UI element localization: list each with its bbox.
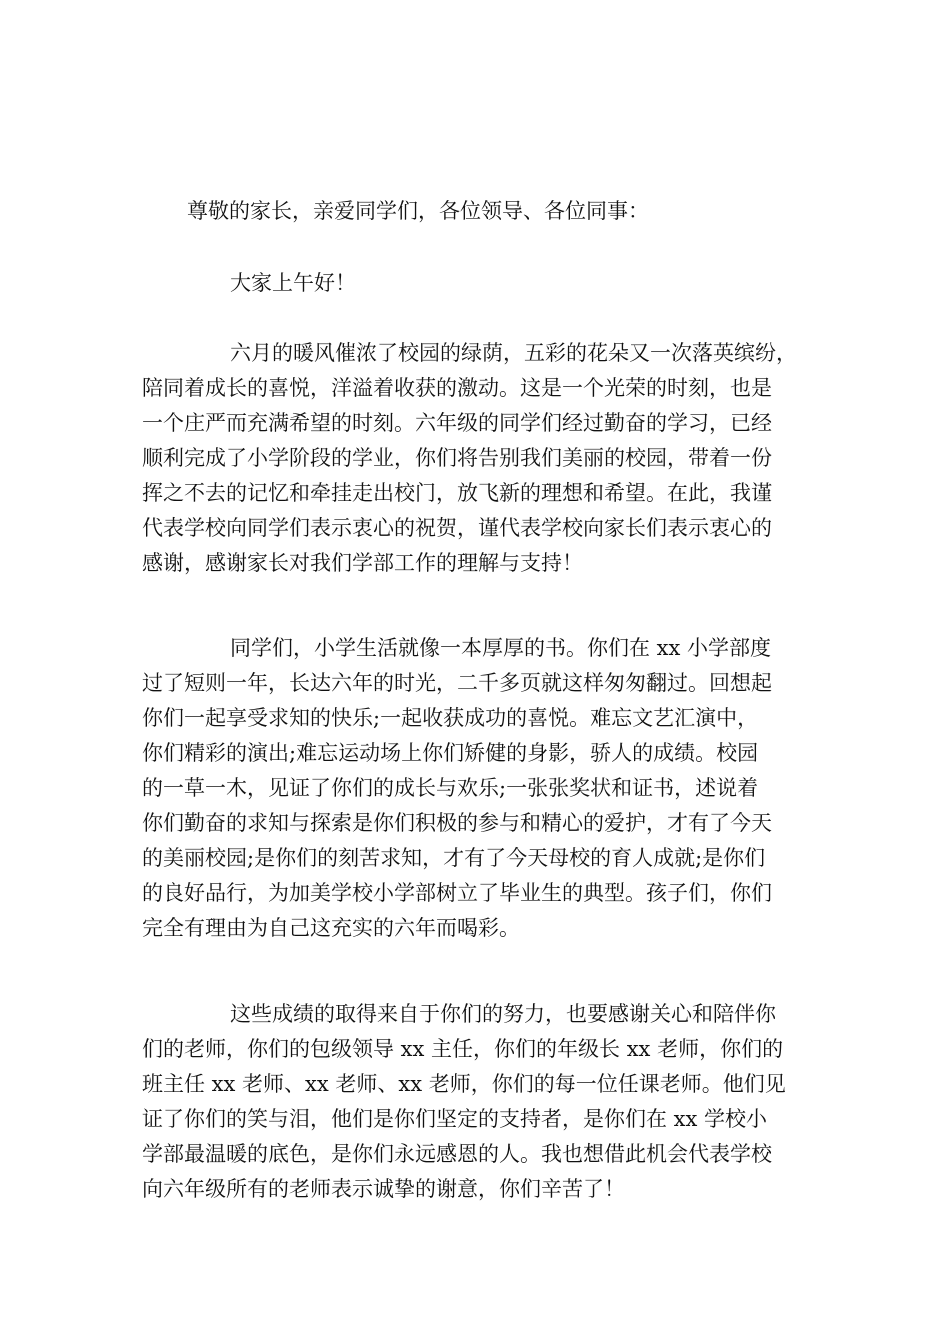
text-line: 挥之不去的记忆和牵挂走出校门，放飞新的理想和希望。在此，我谨 bbox=[142, 481, 772, 505]
text-line: 完全有理由为自己这充实的六年而喝彩。 bbox=[142, 916, 520, 940]
text-line: 你们勤奋的求知与探索是你们积极的参与和精心的爱护，才有了今天 bbox=[142, 811, 772, 835]
salutation: 尊敬的家长，亲爱同学们，各位领导、各位同事： bbox=[187, 199, 649, 223]
text-line: 顺利完成了小学阶段的学业，你们将告别我们美丽的校园，带着一份 bbox=[142, 446, 772, 470]
text-line: 六月的暖风催浓了校园的绿荫，五彩的花朵又一次落英缤纷， bbox=[230, 341, 797, 365]
text-line: 代表学校向同学们表示衷心的祝贺，谨代表学校向家长们表示衷心的 bbox=[142, 516, 772, 540]
text-line: 陪同着成长的喜悦，洋溢着收获的激动。这是一个光荣的时刻，也是 bbox=[142, 376, 772, 400]
text-line: 的一草一木，见证了你们的成长与欢乐;一张张奖状和证书，述说着 bbox=[142, 776, 759, 800]
text-line: 的美丽校园;是你们的刻苦求知，才有了今天母校的育人成就;是你们 bbox=[142, 846, 766, 870]
text-line: 你们一起享受求知的快乐;一起收获成功的喜悦。难忘文艺汇演中， bbox=[142, 706, 759, 730]
paragraph-3 bbox=[142, 997, 812, 1207]
text-line: 感谢，感谢家长对我们学部工作的理解与支持！ bbox=[142, 551, 583, 575]
text-line: 的良好品行，为加美学校小学部树立了毕业生的典型。孩子们，你们 bbox=[142, 881, 772, 905]
text-line: 证了你们的笑与泪，他们是你们坚定的支持者，是你们在 xx 学校小 bbox=[142, 1107, 768, 1131]
text-line: 班主任 xx 老师、xx 老师、xx 老师，你们的每一位任课老师。他们见 bbox=[142, 1072, 786, 1096]
text-line: 向六年级所有的老师表示诚挚的谢意，你们辛苦了！ bbox=[142, 1177, 625, 1201]
text-line: 你们精彩的演出;难忘运动场上你们矫健的身影，骄人的成绩。校园 bbox=[142, 741, 759, 765]
paragraph-2 bbox=[142, 631, 812, 946]
text-line: 学部最温暖的底色，是你们永远感恩的人。我也想借此机会代表学校 bbox=[142, 1142, 772, 1166]
text-line: 们的老师，你们的包级领导 xx 主任，你们的年级长 xx 老师，你们的 bbox=[142, 1037, 784, 1061]
text-line: 这些成绩的取得来自于你们的努力，也要感谢关心和陪伴你 bbox=[230, 1002, 776, 1026]
paragraph-1 bbox=[142, 336, 812, 581]
text-line: 过了短则一年，长达六年的时光，二千多页就这样匆匆翻过。回想起 bbox=[142, 671, 772, 695]
text-line: 同学们，小学生活就像一本厚厚的书。你们在 xx 小学部度 bbox=[230, 636, 772, 660]
text-line: 一个庄严而充满希望的时刻。六年级的同学们经过勤奋的学习，已经 bbox=[142, 411, 772, 435]
greeting: 大家上午好！ bbox=[230, 271, 356, 295]
